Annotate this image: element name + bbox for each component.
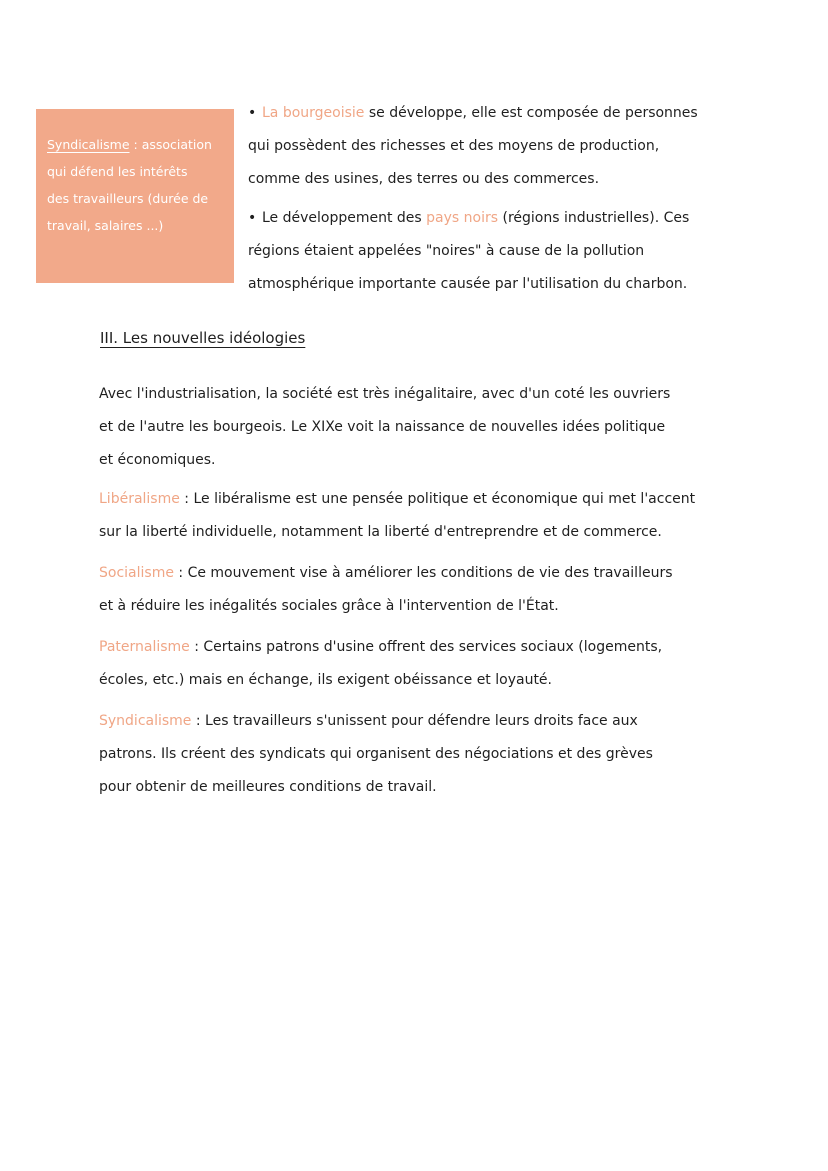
bullet-text: (régions industrielles). Ces bbox=[498, 210, 690, 226]
sidebar-line bbox=[47, 131, 224, 158]
bullet-line bbox=[248, 97, 698, 130]
definition-text: : Le libéralisme est une pensée politique et économique qui met l'accent bbox=[179, 491, 696, 507]
sidebar-line: travail, salaires ...) bbox=[47, 218, 164, 233]
definition-line bbox=[99, 705, 653, 738]
bullet-bourgeoisie bbox=[248, 97, 698, 196]
definition-line bbox=[99, 483, 695, 516]
definition-text: : Ce mouvement vise à améliorer les conditions de vie des travailleurs bbox=[173, 565, 673, 581]
definition-term: Libéralisme bbox=[99, 491, 180, 507]
bullet-line: qui possèdent des richesses et des moyens de production, bbox=[248, 138, 660, 154]
definition-line: sur la liberté individuelle, notamment la liberté d'entreprendre et de commerce. bbox=[99, 524, 662, 540]
definition-liberalisme bbox=[99, 483, 695, 549]
definition-term: Socialisme bbox=[99, 565, 174, 581]
sidebar-line-text: : association bbox=[129, 137, 212, 152]
definition-syndicalisme bbox=[99, 705, 653, 804]
definition-text: : Certains patrons d'usine offrent des services sociaux (logements, bbox=[189, 639, 663, 655]
bullet-pays-noirs bbox=[248, 202, 689, 301]
definition-line: patrons. Ils créent des syndicats qui organisent des négociations et des grèves bbox=[99, 746, 653, 762]
sidebar-definition-box bbox=[36, 109, 234, 283]
sidebar-line: des travailleurs (durée de bbox=[47, 191, 209, 206]
definition-line: pour obtenir de meilleures conditions de travail. bbox=[99, 779, 437, 795]
paragraph-line: et économiques. bbox=[99, 452, 216, 468]
bullet-line: comme des usines, des terres ou des commerces. bbox=[248, 171, 600, 187]
definition-line bbox=[99, 557, 673, 590]
definition-line bbox=[99, 631, 662, 664]
sidebar-term: Syndicalisme bbox=[47, 137, 130, 152]
intro-paragraph bbox=[99, 378, 670, 477]
sidebar-line: qui défend les intérêts bbox=[47, 164, 188, 179]
paragraph-line: et de l'autre les bourgeois. Le XIXe voit la naissance de nouvelles idées politique bbox=[99, 419, 666, 435]
highlight-term: La bourgeoisie bbox=[262, 105, 365, 121]
highlight-term: pays noirs bbox=[426, 210, 499, 226]
bullet-line bbox=[248, 202, 689, 235]
definition-line: et à réduire les inégalités sociales grâce à l'intervention de l'État. bbox=[99, 598, 559, 614]
definition-text: : Les travailleurs s'unissent pour défendre leurs droits face aux bbox=[191, 713, 638, 729]
section-title: III. Les nouvelles idéologies bbox=[100, 329, 306, 347]
bullet-dot-icon: • bbox=[248, 105, 257, 121]
bullet-dot-icon: • bbox=[248, 210, 257, 226]
definition-socialisme bbox=[99, 557, 673, 623]
definition-paternalisme bbox=[99, 631, 662, 697]
definition-line: écoles, etc.) mais en échange, ils exigent obéissance et loyauté. bbox=[99, 672, 552, 688]
bullet-line: atmosphérique importante causée par l'utilisation du charbon. bbox=[248, 276, 688, 292]
paragraph-line: Avec l'industrialisation, la société est très inégalitaire, avec d'un coté les ouvriers bbox=[99, 386, 671, 402]
bullet-line: régions étaient appelées "noires" à cause de la pollution bbox=[248, 243, 645, 259]
definition-term: Syndicalisme bbox=[99, 713, 192, 729]
bullet-text: Le développement des bbox=[262, 210, 427, 226]
definition-term: Paternalisme bbox=[99, 639, 190, 655]
bullet-text: se développe, elle est composée de personnes bbox=[364, 105, 698, 121]
